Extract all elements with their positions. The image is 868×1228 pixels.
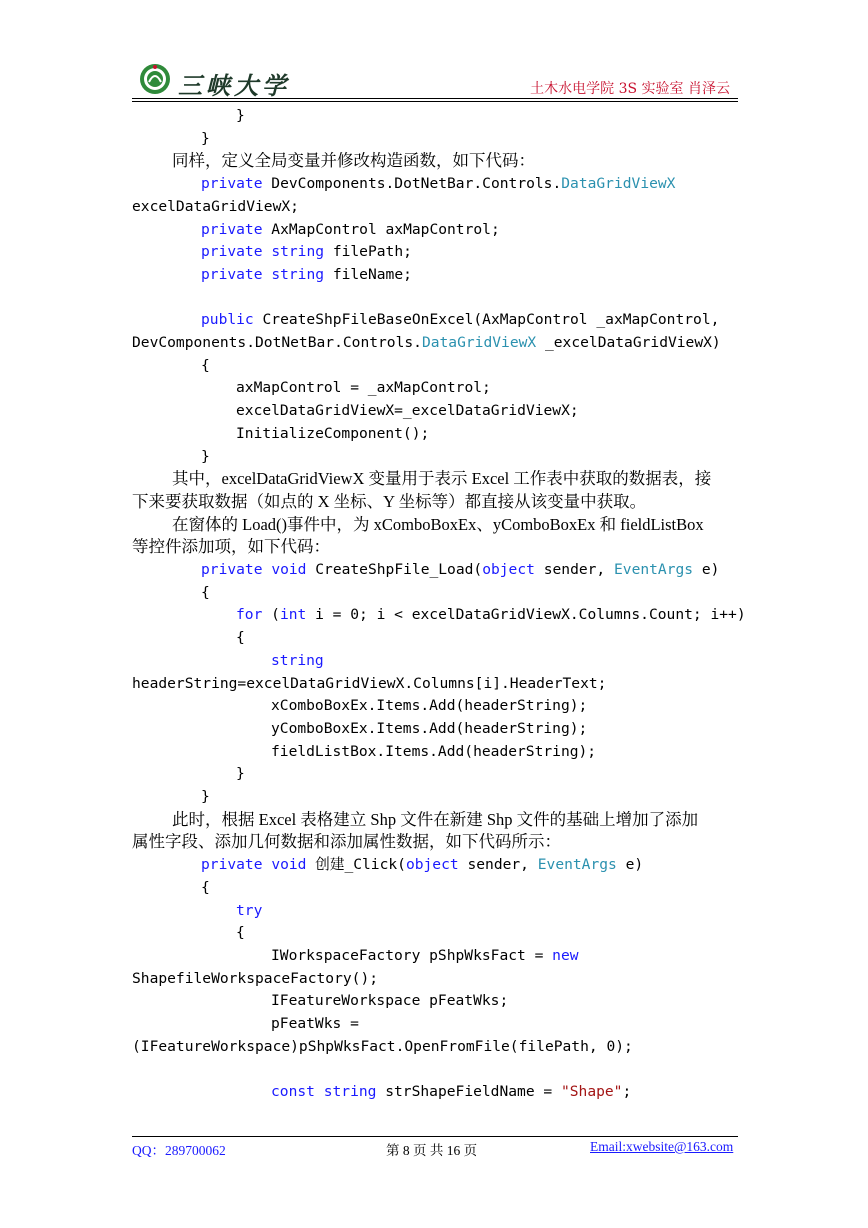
code-line (132, 196, 299, 218)
code-keyword: try (236, 901, 263, 919)
text-run: excelDataGridViewX; (132, 197, 299, 215)
text-run: axMapControl = _axMapControl; (236, 379, 491, 397)
code-keyword: private (201, 265, 263, 283)
text-run: { (236, 924, 245, 942)
footer-page-number: 第 8 页 共 16 页 (386, 1143, 478, 1158)
text-run: CreateShpFile_Load( (306, 561, 483, 578)
text-run: fieldListBox.Items.Add(headerString); (271, 742, 597, 760)
text-run: e) (693, 561, 720, 578)
code-keyword: string (271, 651, 324, 669)
code-line (201, 241, 412, 263)
code-type: DataGridViewX (421, 334, 537, 351)
text-run (263, 561, 272, 578)
text-run: ( (262, 606, 280, 624)
code-line (271, 718, 587, 740)
code-keyword: object (482, 561, 535, 578)
paragraph-line (172, 809, 698, 831)
text-run: headerString=excelDataGridViewX.Columns[i].HeaderText; (132, 674, 607, 692)
text-run: IWorkspaceFactory pShpWksFact = (271, 946, 553, 964)
text-run: excelDataGridViewX=_excelDataGridViewX; (236, 402, 579, 420)
text-run: } (201, 447, 210, 465)
text-run: i = 0; i < excelDataGridViewX.Columns.Count; i++) (306, 606, 746, 624)
code-keyword: new (552, 946, 579, 964)
text-run: InitializeComponent(); (236, 424, 430, 442)
text-run: CreateShpFileBaseOnExcel(AxMapControl _axMapControl, (253, 311, 720, 329)
code-line (201, 173, 675, 195)
code-line (201, 219, 500, 241)
text-run: { (201, 356, 210, 374)
code-keyword: object (405, 856, 459, 874)
code-keyword: for (236, 606, 263, 624)
text-run: } (201, 788, 210, 805)
code-line (271, 650, 324, 672)
code-line (132, 673, 606, 695)
paragraph-line (172, 150, 535, 172)
university-emblem-icon (138, 62, 172, 96)
code-keyword: private (201, 220, 263, 238)
text-run: 同样，定义全局变量并修改构造函数，如下代码： (172, 151, 535, 171)
code-type: EventArgs (614, 561, 694, 578)
text-run: yComboBoxEx.Items.Add(headerString); (271, 719, 588, 737)
code-line (201, 355, 210, 377)
page-header (132, 60, 738, 98)
footer-qq: QQ：289700062 (132, 1143, 226, 1158)
text-run: 在窗体的 Load()事件中，为 xComboBoxEx、yComboBoxEx 和 fieldListBox (172, 514, 704, 534)
footer-email-link[interactable]: Email:xwebsite@163.com (590, 1139, 734, 1154)
code-line (271, 695, 587, 717)
text-run: (IFeatureWorkspace)pShpWksFact.OpenFromFile(filePath, 0); (132, 1037, 633, 1055)
code-keyword: private (201, 561, 263, 578)
code-line (132, 332, 721, 354)
code-keyword: string (271, 265, 325, 283)
code-line (236, 627, 245, 649)
code-line (236, 105, 245, 127)
text-run: } (201, 129, 210, 147)
text-run: { (236, 629, 245, 647)
code-line (271, 945, 579, 967)
paragraph-line (132, 491, 646, 513)
code-line (201, 786, 210, 808)
text-run: strShapeFieldName = (376, 1083, 561, 1101)
text-run: 等控件添加项，如下代码： (132, 537, 330, 557)
text-run: 下来要获取数据（如点的 X 坐标、Y 坐标等）都直接从该变量中获取。 (132, 491, 647, 511)
text-run: IFeatureWorkspace pFeatWks; (271, 992, 509, 1010)
text-run: } (236, 107, 245, 124)
text-run (263, 856, 272, 873)
text-run (315, 1083, 324, 1100)
code-line (201, 877, 210, 899)
text-run: pFeatWks = (271, 1015, 359, 1032)
text-run (263, 243, 272, 260)
code-keyword: void (271, 561, 307, 578)
paragraph-line (172, 514, 704, 536)
code-line (236, 400, 579, 422)
code-keyword: private (201, 243, 263, 261)
text-run: DevComponents.DotNetBar.Controls. (132, 334, 422, 351)
code-type: EventArgs (537, 856, 617, 874)
code-line (132, 968, 378, 990)
text-run: 其中，excelDataGridViewX 变量用于表示 Excel 工作表中获取的数据表，接 (172, 469, 712, 489)
code-line (201, 264, 412, 286)
code-line (201, 854, 643, 876)
text-run: e) (616, 856, 644, 874)
university-logo-text: 三峡大学 (178, 71, 290, 100)
code-line (201, 559, 719, 581)
text-run: 此时，根据 Excel 表格建立 Shp 文件在新建 Shp 文件的基础上增加了添加 (172, 809, 699, 829)
footer-divider (132, 1136, 738, 1137)
code-line (271, 990, 508, 1012)
text-run: _excelDataGridViewX) (536, 334, 721, 351)
text-run: { (201, 583, 210, 601)
code-line (236, 922, 245, 944)
code-line (201, 309, 719, 331)
header-lab-author: 土木水电学院 3S 实验室 肖泽云 (530, 81, 730, 97)
text-run: ShapefileWorkspaceFactory(); (132, 969, 379, 987)
code-line (201, 582, 210, 604)
code-line (132, 1036, 633, 1058)
text-run: 属性字段、添加几何数据和添加属性数据，如下代码所示： (132, 832, 561, 852)
paragraph-line (172, 468, 711, 490)
code-line (271, 1013, 359, 1035)
code-keyword: string (323, 1083, 377, 1101)
code-keyword: int (279, 606, 307, 624)
text-run: DevComponents.DotNetBar.Controls. (262, 175, 562, 193)
text-run: filePath; (324, 243, 412, 261)
text-run: xComboBoxEx.Items.Add(headerString); (271, 697, 588, 715)
code-string: "Shape" (560, 1083, 623, 1101)
code-line (236, 763, 245, 785)
text-run: 创建_Click( (306, 856, 406, 874)
code-line (201, 446, 210, 468)
header-divider (132, 98, 738, 99)
code-keyword: string (271, 243, 325, 261)
text-run: AxMapControl axMapControl; (262, 220, 500, 238)
paragraph-line (132, 831, 561, 853)
code-line (236, 423, 429, 445)
text-run: { (201, 878, 210, 896)
code-line (236, 604, 746, 626)
header-divider-thin (132, 101, 738, 102)
code-line (236, 377, 491, 399)
text-run: } (236, 765, 245, 783)
code-keyword: void (271, 856, 307, 874)
code-keyword: const (271, 1083, 315, 1101)
text-run: sender, (458, 856, 538, 874)
text-run: fileName; (324, 265, 412, 283)
code-line (271, 741, 596, 763)
code-type: DataGridViewX (561, 175, 676, 193)
code-keyword: private (201, 856, 263, 874)
code-line (271, 1081, 631, 1103)
text-run: ; (622, 1083, 632, 1101)
code-line (236, 900, 262, 922)
paragraph-line (132, 536, 330, 558)
code-keyword: public (201, 311, 254, 329)
text-run: sender, (534, 561, 614, 578)
code-keyword: private (201, 175, 263, 193)
code-line (201, 128, 210, 150)
text-run (263, 266, 272, 283)
